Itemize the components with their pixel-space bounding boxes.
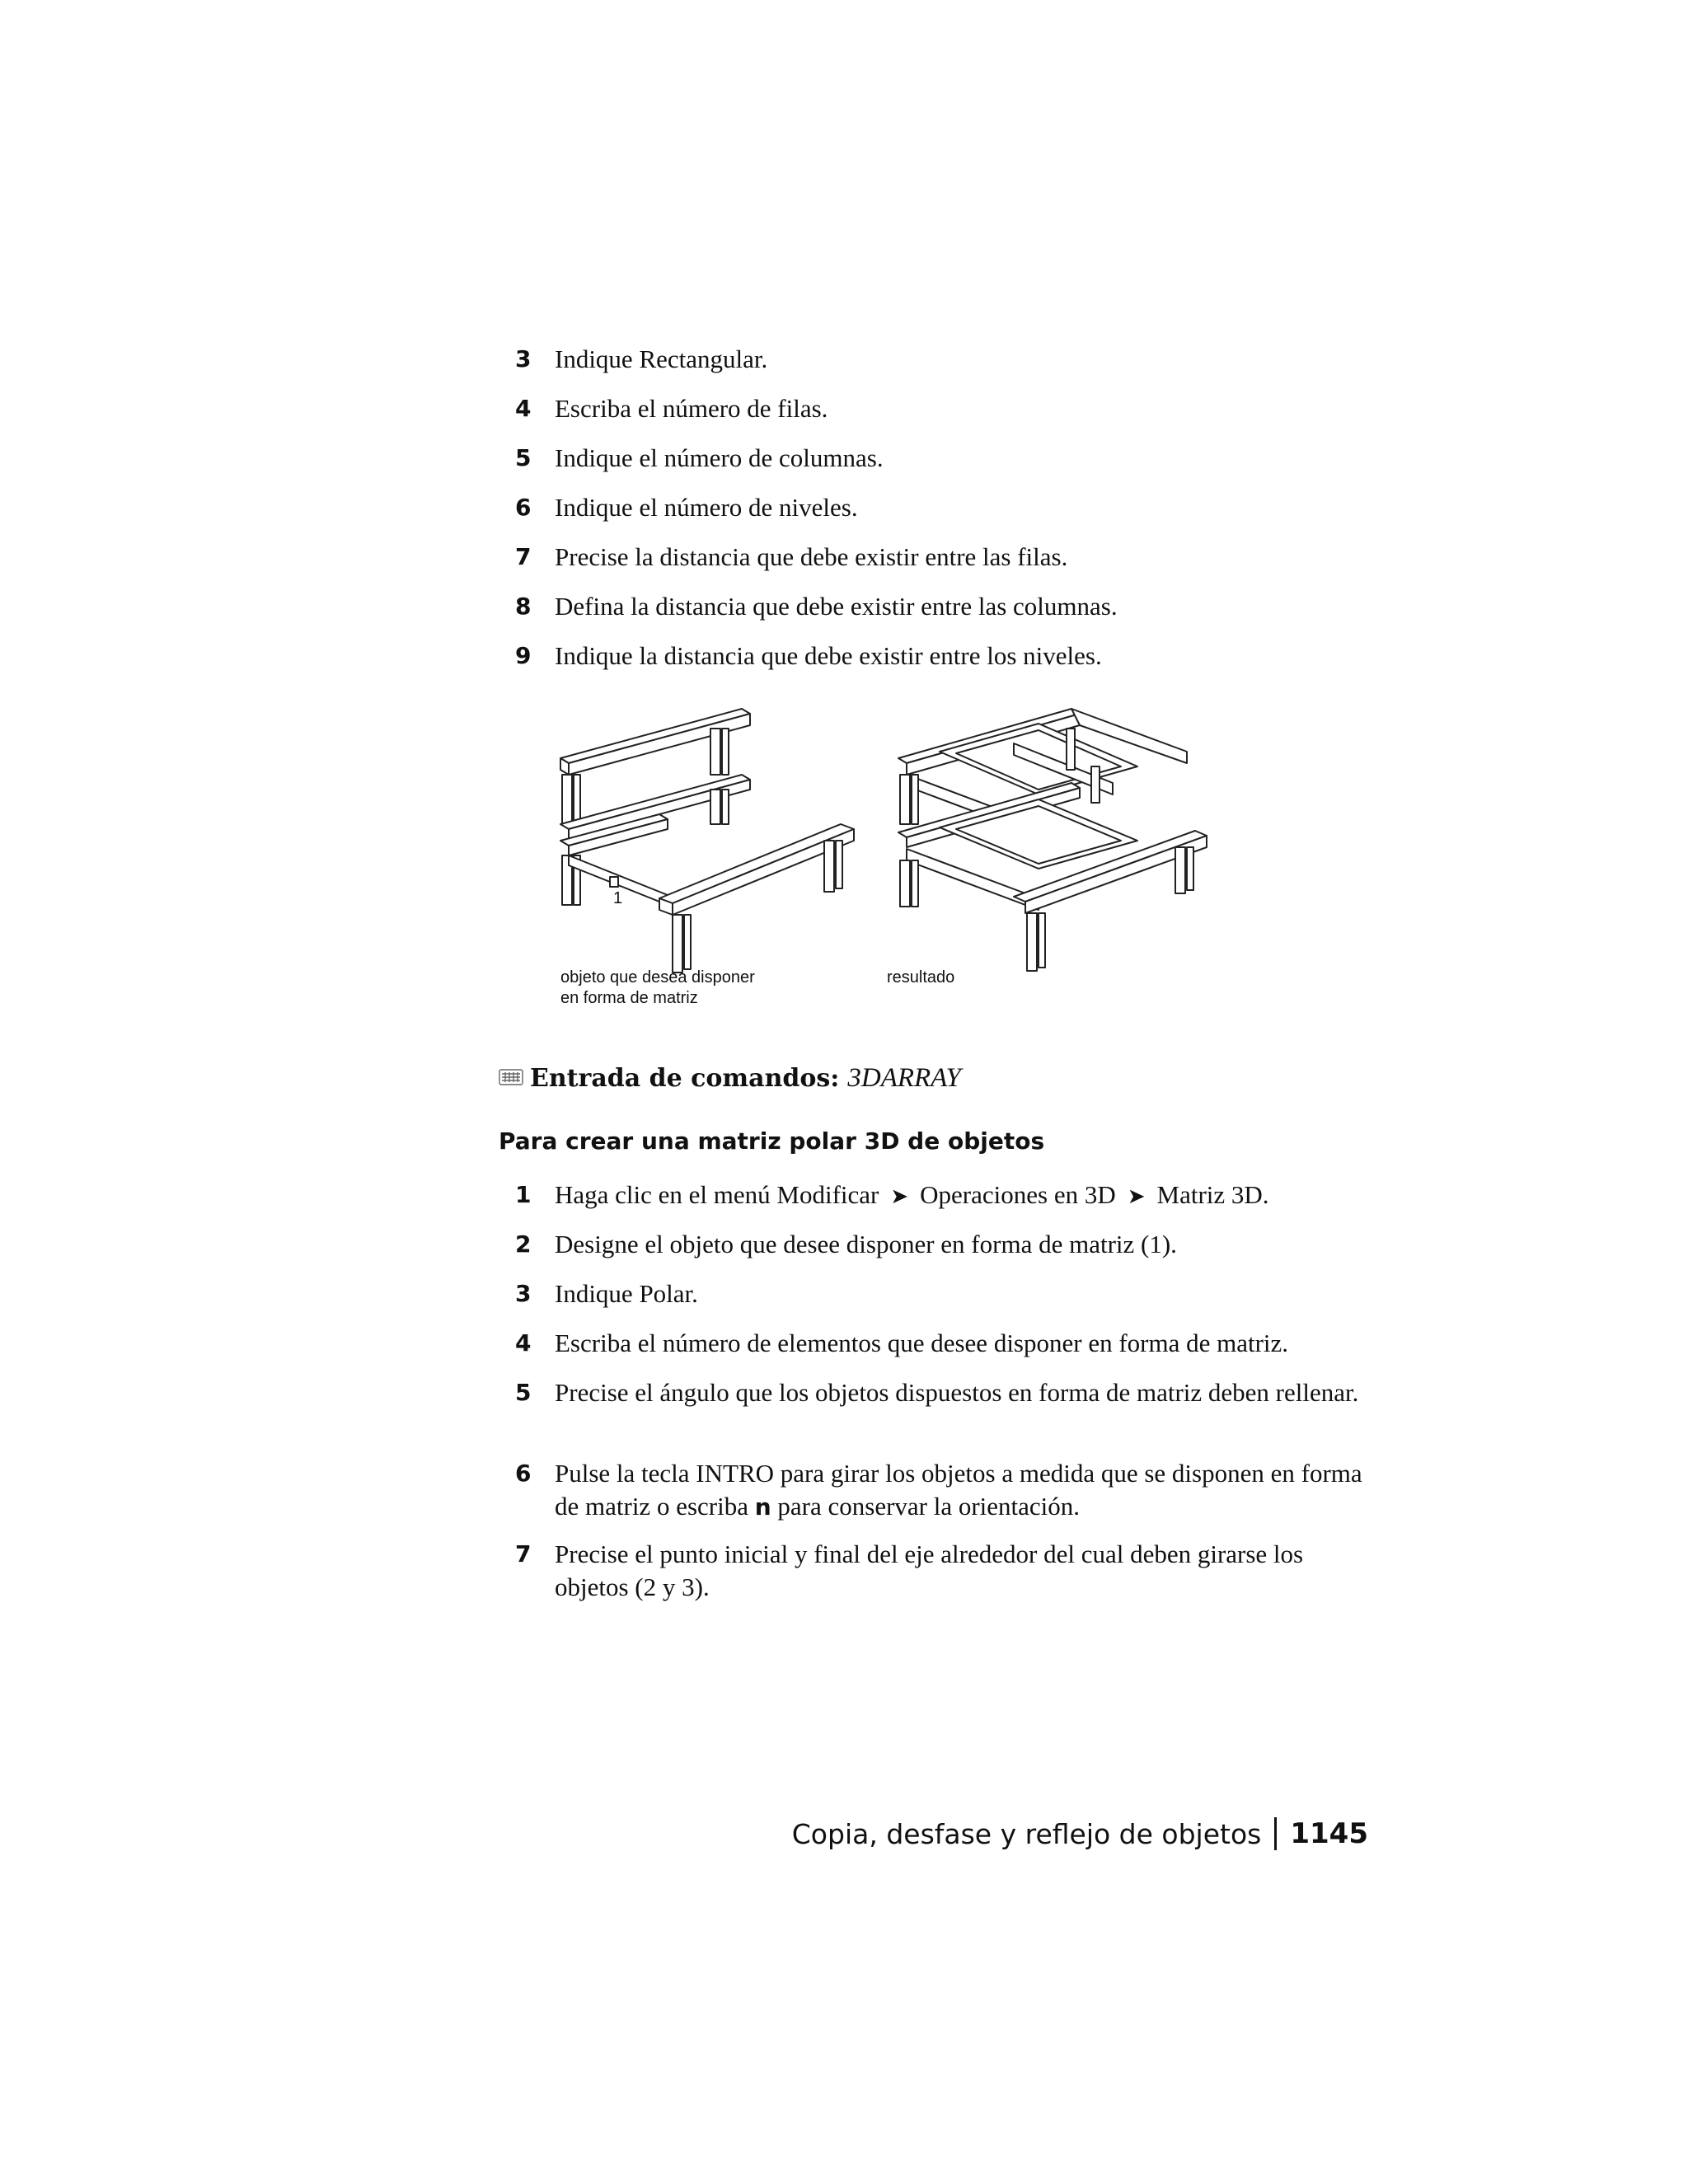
menu-path-part: Operaciones en 3D	[920, 1180, 1116, 1209]
step-text: Indique Polar.	[555, 1279, 698, 1308]
step-text: Defina la distancia que debe existir entre las columnas.	[555, 592, 1118, 621]
menu-path-part: Haga clic en el menú Modificar	[555, 1180, 879, 1209]
step-number: 4	[515, 395, 532, 422]
step-text	[555, 1457, 1376, 1524]
list-item	[515, 392, 1376, 425]
step-number: 3	[515, 345, 532, 373]
step-number: 6	[515, 1460, 532, 1487]
list-item	[515, 1538, 1376, 1604]
step-number: 5	[515, 444, 532, 471]
step-text: Precise la distancia que debe existir entre las filas.	[555, 542, 1068, 571]
step-number: 3	[515, 1280, 532, 1307]
step-text: Indique el número de niveles.	[555, 493, 858, 522]
step-text: Escriba el número de filas.	[555, 394, 828, 423]
step-text: Precise el punto inicial y final del eje alrededor del cual deben girarse los objetos (2 y 3).	[555, 1540, 1304, 1601]
step-number: 9	[515, 642, 532, 669]
step-text: Precise el ángulo que los objetos dispuestos en forma de matriz deben rellenar.	[555, 1378, 1359, 1407]
list-item	[515, 1376, 1376, 1409]
step-text-part: Pulse la tecla INTRO para girar los objetos a medida que se disponen en forma de matriz o escriba	[555, 1459, 1362, 1521]
step-number: 5	[515, 1379, 532, 1406]
list-item	[515, 343, 1376, 376]
list-item	[515, 541, 1376, 574]
list-item	[515, 1228, 1376, 1261]
step-number: 2	[515, 1230, 532, 1258]
step-text: Indique la distancia que debe existir entre los niveles.	[555, 641, 1102, 670]
key-letter: n	[754, 1493, 771, 1521]
caption-source-line2: en forma de matriz	[560, 989, 698, 1007]
list-item	[515, 1327, 1376, 1360]
command-entry	[499, 1063, 961, 1094]
callout-number: 1	[613, 889, 623, 907]
command-label: Entrada de comandos:	[530, 1064, 840, 1093]
list-item	[515, 491, 1376, 524]
step-text: Escriba el número de elementos que desee disponer en forma de matriz.	[555, 1329, 1289, 1357]
step-number: 1	[515, 1181, 532, 1208]
list-item	[515, 590, 1376, 623]
command-name: 3DARRAY	[847, 1063, 961, 1093]
page-footer	[792, 1817, 1368, 1850]
step-number: 6	[515, 494, 532, 521]
array-illustration	[544, 692, 1236, 1022]
list-item	[515, 1277, 1376, 1310]
keyboard-icon	[499, 1063, 523, 1094]
step-number: 7	[515, 543, 532, 570]
page-number: 1145	[1290, 1817, 1368, 1850]
caption-source	[560, 968, 755, 1009]
list-item	[515, 1179, 1376, 1213]
step-text: Indique Rectangular.	[555, 344, 768, 373]
footer-divider	[1274, 1817, 1277, 1850]
caption-result: resultado	[887, 968, 955, 987]
step-number: 8	[515, 593, 532, 620]
step-number: 4	[515, 1329, 532, 1357]
step-text: Designe el objeto que desee disponer en forma de matriz (1).	[555, 1230, 1177, 1258]
section-title: Copia, desfase y reflejo de objetos	[791, 1817, 1262, 1850]
list-item	[515, 442, 1376, 475]
source-object-drawing	[560, 709, 854, 972]
step-text: Indique el número de columnas.	[555, 443, 884, 472]
list-item	[515, 1457, 1376, 1524]
procedure-heading: Para crear una matriz polar 3D de objetos	[499, 1127, 1045, 1155]
arrow-icon: ➤	[890, 1184, 909, 1209]
step-number: 7	[515, 1540, 532, 1568]
arrow-icon: ➤	[1127, 1184, 1146, 1209]
caption-source-line1: objeto que desea disponer	[560, 968, 755, 987]
step-text-part: para conservar la orientación.	[771, 1492, 1081, 1521]
list-item	[515, 640, 1376, 673]
result-drawing	[898, 709, 1207, 971]
menu-path-part: Matriz 3D.	[1156, 1180, 1269, 1209]
step-text	[555, 1179, 1376, 1213]
